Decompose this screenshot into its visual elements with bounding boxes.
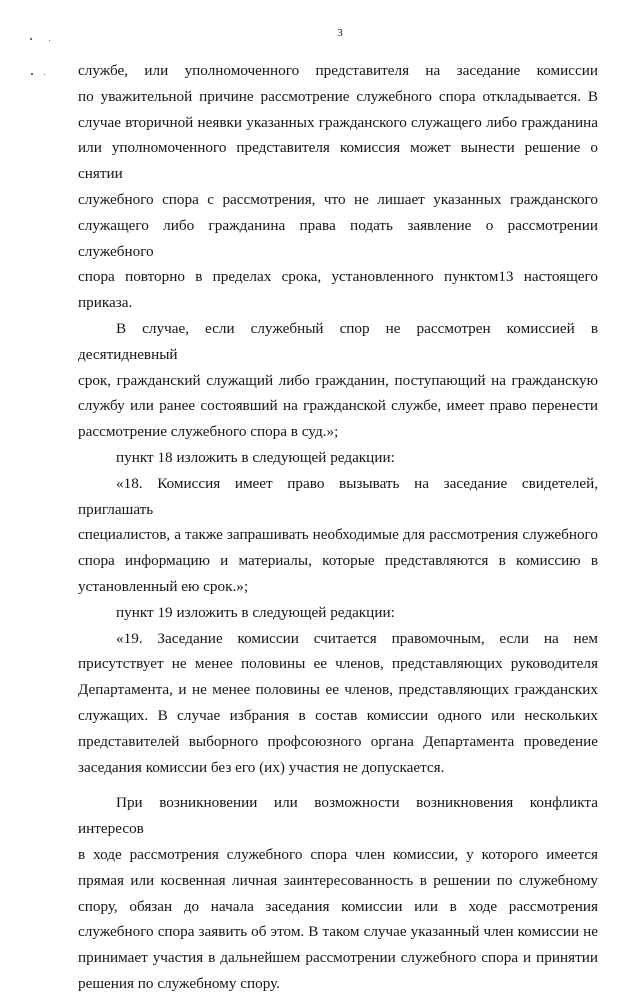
text-line: «19. Заседание комиссии считается правомочным, если на нем [116, 629, 598, 647]
text-line: служебного спора с рассмотрения, что не лишает указанных гражданского [78, 190, 598, 208]
document-body [78, 58, 598, 997]
text-line: спора повторно в пределах срока, установленного пунктом13 настоящего [78, 268, 598, 286]
text-line: установленный ею срок.»; [78, 577, 249, 595]
text-line: решения по служебному спору. [78, 974, 280, 992]
text-line: спора информацию и материалы, которые представляются в комиссию в [78, 552, 598, 570]
text-line: службу или ранее состоявший на гражданской службе, имеет право перенести [78, 397, 598, 415]
text-line: пункт 18 изложить в следующей редакции: [116, 448, 395, 466]
text-line: «18. Комиссия имеет право вызывать на заседание свидетелей, приглашать [78, 474, 598, 518]
text-line: представителей выборного профсоюзного органа Департамента проведение [78, 732, 598, 750]
text-line: служащего либо гражданина права подать заявление о рассмотрении служебного [78, 216, 598, 260]
text-line: в ходе рассмотрения служебного спора член комиссии, у которого имеется [78, 845, 598, 863]
text-line: или уполномоченного представителя комиссия может вынести решение о снятии [78, 139, 598, 183]
text-line: приказа. [78, 294, 133, 312]
text-line: служащих. В случае избрания в состав комиссии одного или нескольких [78, 706, 598, 724]
text-line: пункт 19 изложить в следующей редакции: [116, 603, 395, 621]
text-line: специалистов, а также запрашивать необходимые для рассмотрения служебного [78, 526, 598, 544]
text-line: заседания комиссии без его (их) участия не допускается. [78, 758, 445, 776]
paragraph-gap [78, 780, 598, 790]
text-line: рассмотрение служебного спора в суд.»; [78, 423, 339, 441]
text-line: срок, гражданский служащий либо гражданин, поступающий на гражданскую [78, 371, 598, 389]
page-number: 3 [337, 27, 343, 39]
scan-speck [49, 40, 50, 41]
text-line: В случае, если служебный спор не рассмотрен комиссией в десятидневный [78, 319, 598, 363]
text-line: службе, или уполномоченного представителя на заседание комиссии [78, 62, 598, 79]
text-line: по уважительной причине рассмотрение служебного спора откладывается. В [78, 87, 598, 105]
text-line: прямая или косвенная личная заинтересованность в решении по служебному [78, 871, 598, 889]
text-line: спору, обязан до начала заседания комиссии или в ходе рассмотрения [78, 897, 598, 915]
text-line: Департамента, и не менее половины ее членов, представляющих гражданских [78, 681, 598, 699]
scan-speck [44, 74, 45, 75]
scan-speck [31, 73, 33, 75]
text-line: случае вторичной неявки указанных гражданского служащего либо гражданина [78, 113, 598, 131]
text-line: присутствует не менее половины ее членов, представляющих руководителя [78, 655, 598, 673]
text-line: служебного спора заявить об этом. В таком случае указанный член комиссии не [78, 923, 598, 941]
text-line: При возникновении или возможности возникновения конфликта интересов [78, 794, 598, 838]
text-line: принимает участия в дальнейшем рассмотрении служебного спора и принятии [78, 949, 598, 967]
